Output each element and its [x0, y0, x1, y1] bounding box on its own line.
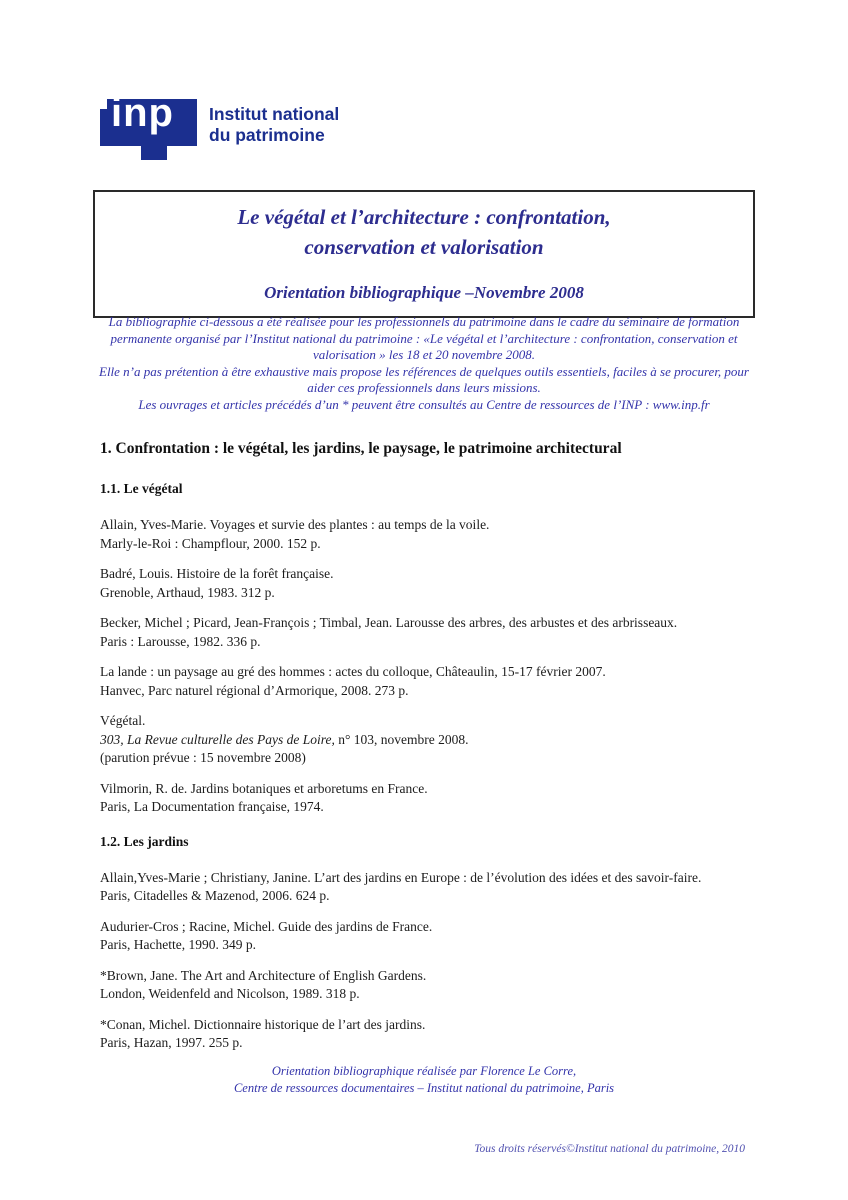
- entry-line: La lande : un paysage au gré des hommes : actes du colloque, Châteaulin, 15-17 février 2007.: [100, 664, 606, 679]
- document-title-line1: Le végétal et l’architecture : confrontation,: [237, 205, 611, 229]
- entry-line: (parution prévue : 15 novembre 2008): [100, 750, 306, 765]
- bibliography-content: [100, 440, 762, 1065]
- logo-notch: [100, 99, 107, 109]
- entry-line: Paris, Hachette, 1990. 349 p.: [100, 937, 256, 952]
- entry-line: Paris, Hazan, 1997. 255 p.: [100, 1035, 243, 1050]
- entry-line: [100, 731, 762, 750]
- entry-line: Hanvec, Parc naturel régional d’Armorique, 2008. 273 p.: [100, 682, 409, 698]
- subsection-1-1-heading: 1.1. Le végétal: [100, 481, 183, 496]
- institution-name-line2: du patrimoine: [209, 125, 325, 145]
- document-title-line2: conservation et valorisation: [304, 235, 544, 259]
- entry-line: *Brown, Jane. The Art and Architecture of English Gardens.: [100, 967, 427, 983]
- bib-entry: [100, 663, 762, 700]
- footer-credits-line1: Orientation bibliographique réalisée par Florence Le Corre,: [271, 1064, 577, 1078]
- title-box: [93, 190, 755, 318]
- entry-line: Allain,Yves-Marie ; Christiany, Janine. L’art des jardins en Europe : de l’évolution des idées et des savoir-faire.: [100, 869, 702, 885]
- institution-name: [209, 104, 339, 146]
- institution-name-line1: Institut national: [209, 104, 340, 124]
- bib-entry: [100, 869, 762, 906]
- intro-paragraph-2: Elle n’a pas prétention à être exhaustive mais propose les références de quelques outils essentiels, faciles à se procurer, pour aider ces professionnels dans leurs missions.: [99, 363, 749, 395]
- entry-line: Paris, Citadelles & Mazenod, 2006. 624 p.: [100, 888, 330, 903]
- copyright-notice: Tous droits réservés©Institut national du patrimoine, 2010: [474, 1143, 745, 1155]
- inp-logo: [100, 91, 340, 161]
- entry-line: Paris : Larousse, 1982. 336 p.: [100, 633, 261, 649]
- entry-line: Paris, La Documentation française, 1974.: [100, 799, 324, 814]
- intro-paragraph-1: La bibliographie ci-dessous a été réalisée pour les professionnels du patrimoine dans le cadre du séminaire de formation permanente organisé par l’Institut national du patrimoine : «Le végétal et l’architecture : confrontation, conservation et valorisation » les 18 et 20 novembre 2008.: [108, 314, 740, 362]
- document-title: [95, 202, 753, 262]
- intro-paragraph-3: Les ouvrages et articles précédés d’un * peuvent être consultés au Centre de ressources de l’INP : www.inp.fr: [138, 396, 710, 412]
- entry-line: Grenoble, Arthaud, 1983. 312 p.: [100, 584, 275, 600]
- logo-acronym: inp: [111, 91, 174, 135]
- entry-line: Badré, Louis. Histoire de la forêt française.: [100, 566, 334, 581]
- bib-entry: [100, 712, 762, 768]
- bib-entry: [100, 918, 762, 955]
- bib-entry: [100, 780, 762, 817]
- logo-tab: [141, 145, 167, 160]
- entry-line: Vilmorin, R. de. Jardins botaniques et arboretums en France.: [100, 780, 428, 796]
- journal-title: 303, La Revue culturelle des Pays de Loire,: [100, 731, 335, 747]
- entry-line: London, Weidenfeld and Nicolson, 1989. 318 p.: [100, 986, 360, 1001]
- entry-line: Allain, Yves-Marie. Voyages et survie des plantes : au temps de la voile.: [100, 517, 490, 532]
- entry-line: Végétal.: [100, 713, 146, 728]
- entry-line: Audurier-Cros ; Racine, Michel. Guide des jardins de France.: [100, 918, 433, 934]
- journal-issue: n° 103, novembre 2008.: [334, 731, 469, 747]
- entry-line: Becker, Michel ; Picard, Jean-François ; Timbal, Jean. Larousse des arbres, des arbustes et des arbrisseaux.: [100, 615, 678, 630]
- document-subtitle: Orientation bibliographique –Novembre 2008: [264, 283, 584, 302]
- intro-block: [94, 314, 754, 413]
- bib-entry: [100, 614, 762, 651]
- entry-line: Marly-le-Roi : Champflour, 2000. 152 p.: [100, 535, 321, 551]
- bib-entry: [100, 565, 762, 602]
- bib-entry: [100, 516, 762, 553]
- bib-entry: [100, 967, 762, 1004]
- section-1-heading: 1. Confrontation : le végétal, les jardins, le paysage, le patrimoine architectural: [100, 440, 622, 457]
- footer-credits: [94, 1063, 754, 1097]
- subsection-1-2-heading: 1.2. Les jardins: [100, 833, 189, 849]
- footer-credits-line2: Centre de ressources documentaires – Institut national du patrimoine, Paris: [233, 1081, 615, 1095]
- inp-logo-mark: [100, 91, 197, 161]
- bib-entry: [100, 1016, 762, 1053]
- entry-line: *Conan, Michel. Dictionnaire historique de l’art des jardins.: [100, 1016, 426, 1032]
